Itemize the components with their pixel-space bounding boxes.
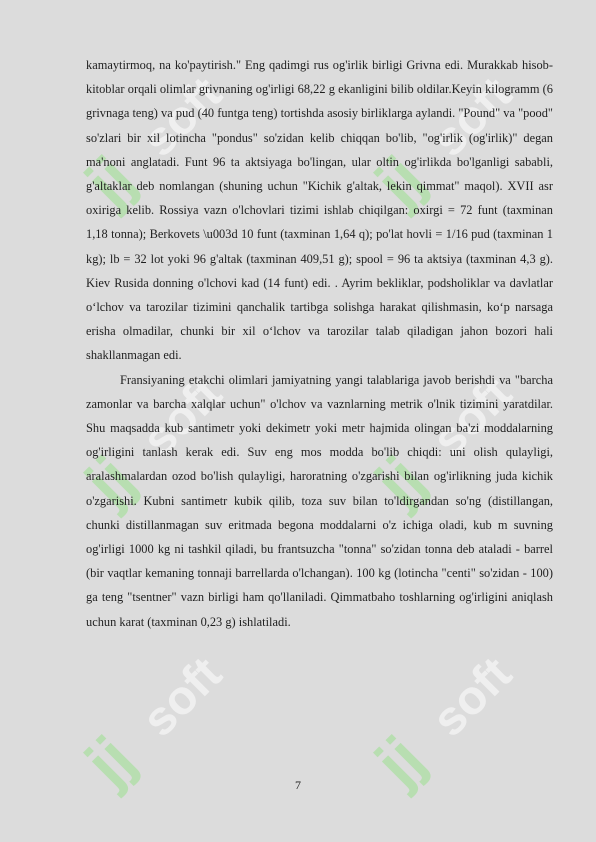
svg-text:jj: jj <box>71 142 148 219</box>
paragraph: kamaytirmoq, na ko'paytirish." Eng qadimgi rus og'irlik birligi Grivna edi. Murakkab hisob-kitoblar orqali olimlar grivnaning og'irligi 68,22 g ekanligini bilib oldilar.Keyin kilogramm (6 grivnaga teng) va pud (40 funtga teng) tortishda asosiy birliklarga aylandi. "Pound" va "pood" so'zlari bir xil lotincha "pondus" so'zidan kelib chiqqan bo'lib, "og'irlik (og'irlik)" degan ma'noni anglatadi. Funt 96 ta aktsiyaga bo'lingan, ular oltin og'irlikda bo'lganligi sababli, g'altaklar deb nomlangan (shuning uchun "Kichik g'altak, lekin qimmat" maqol). XVII asr oxiriga kelib. Rossiya vazn o'lchovlari tizimi ishlab chiqilgan: oxirgi = 72 funt (taxminan 1,18 tonna); Berkovets \u003d 10 funt (taxminan 1,64 q); po'lat hovli = 1/16 pud (taxminan 1 kg); lb = 32 lot yoki 96 g'altak (taxminan 409,51 g); spool = 96 ta aktsiya (taxminan 4,3 g). Kiev Rusida donning o'lchovi kad (14 funt) edi. . Ayrim bekliklar, podsholiklar va davlatlar o‘lchov va tarozilar tizimini qanchalik tartibga solishga harakat qilishmasin, ko‘p narsaga erisha olmadilar, chunki bir xil o‘lchov va tarozilar talab qiladigan jahon bozori hali shakllanmagan edi. <box>86 58 553 363</box>
body-text <box>86 53 553 634</box>
svg-text:jj: jj <box>361 442 438 519</box>
svg-text:soft: soft <box>422 647 523 747</box>
svg-text:soft: soft <box>132 647 233 747</box>
svg-text:soft: soft <box>422 367 523 467</box>
svg-text:soft: soft <box>132 367 233 467</box>
svg-text:soft: soft <box>132 67 233 167</box>
svg-text:jj: jj <box>361 722 438 799</box>
paragraph: Fransiyaning etakchi olimlari jamiyatning yangi talablariga javob berishdi va "barcha zamonlar va barcha xalqlar uchun" o'lchov va vaznlarning metrik o'lnik tizimini yaratdilar. Shu maqsadda kub santimetr yoki dekimetr yoki metr hajmida olingan ba'zi moddalarning og'irligini tanlash kerak edi. Suv eng mos modda bo'lib chiqdi: uni olish qulayligi, aralashmalardan ozod bo'lish qulayligi, haroratning o'zgarishi bilan og'irlikning juda kichik o'zgarishi. Kubni santimetr kubik qilib, toza suv bilan to'ldirgandan so'ng (distillangan, chunki distillanmagan suv eritmada begona moddalarni o'z ichiga oladi, kub m suvning og'irligi 1000 kg ni tashkil qiladi, bu frantsuzcha "tonna" so'zidan tonna deb ataladi - barrel (bir vaqtlar kemaning tonnaji barrellarda o'lchangan). 100 kg (lotincha "centi" so'zidan - 100) ga teng "tsentner" vazn birligi ham qo'llaniladi. Qimmatbaho toshlarning og'irligini aniqlash uchun karat (taxminan 0,23 g) ishlatiladi. <box>86 372 553 629</box>
page-number: 7 <box>295 778 301 792</box>
svg-text:jj: jj <box>71 722 148 799</box>
svg-text:jj: jj <box>361 142 438 219</box>
svg-text:soft: soft <box>422 67 523 167</box>
svg-text:jj: jj <box>71 442 148 519</box>
